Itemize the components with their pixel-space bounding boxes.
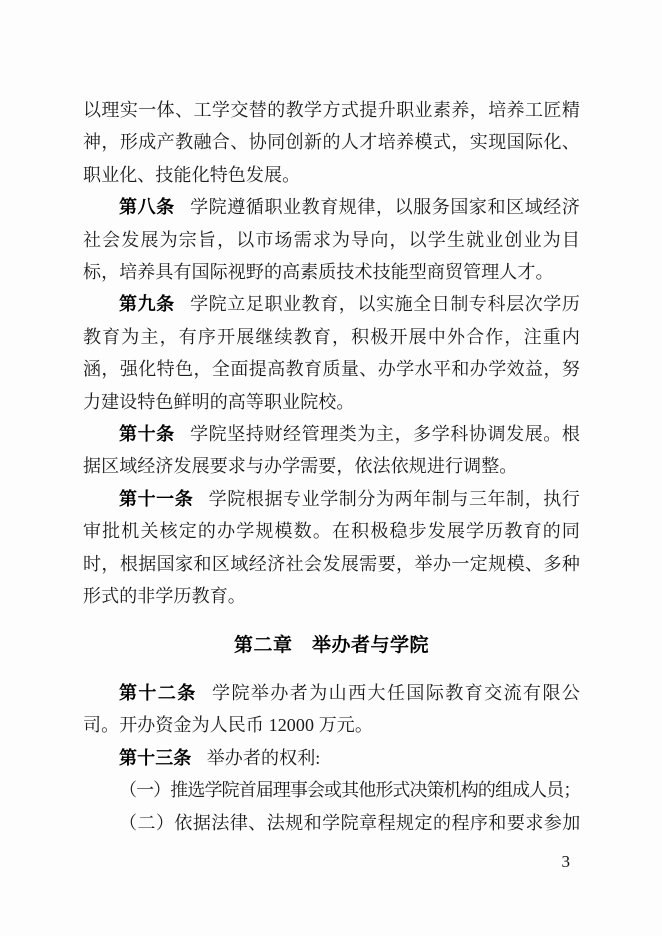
article-11-label: 第十一条 <box>119 488 194 509</box>
page-content <box>83 94 580 839</box>
article-10 <box>83 418 580 483</box>
list-item-1: （一）推选学院首届理事会或其他形式决策机构的组成人员； <box>119 780 580 801</box>
page-number: 3 <box>561 852 570 871</box>
article-9-label: 第九条 <box>119 294 175 315</box>
article-10-label: 第十条 <box>119 424 175 445</box>
chapter-heading: 第二章 举办者与学院 <box>233 634 429 656</box>
article-11 <box>83 483 580 613</box>
continuation-paragraph: 以理实一体、工学交替的教学方式提升职业素养，培养工匠精神，形成产教融合、协同创新的人才培养模式，实现国际化、职业化、技能化特色发展。 <box>83 100 580 185</box>
article-11-text: 学院根据专业学制分为两年制与三年制，执行审批机关核定的办学规模数。在积极稳步发展学历教育的同时，根据国家和区域经济社会发展需要，举办一定规模、多种形式的非学历教育。 <box>83 488 581 607</box>
article-9 <box>83 288 580 418</box>
article-9-text: 学院立足职业教育，以实施全日制专科层次学历教育为主，有序开展继续教育，积极开展中外合作，注重内涵，强化特色，全面提高教育质量、办学水平和办学效益，努力建设特色鲜明的高等职业院校。 <box>83 294 580 412</box>
article-8 <box>83 191 580 288</box>
article-12-text: 学院举办者为山西大任国际教育交流有限公司。开办资金为人民币 12000 万元。 <box>83 682 580 736</box>
article-13 <box>83 742 580 774</box>
article-8-label: 第八条 <box>119 197 175 218</box>
article-12-label: 第十二条 <box>119 682 197 703</box>
list-item-2: （二）依据法律、法规和学院章程规定的程序和要求参加 <box>119 812 580 833</box>
article-12 <box>83 677 580 742</box>
article-10-text: 学院坚持财经管理类为主，多学科协调发展。根据区域经济发展要求与办学需要，依法依规进行调整。 <box>83 424 580 477</box>
article-13-label: 第十三条 <box>119 747 192 768</box>
article-13-text: 举办者的权利: <box>206 747 321 768</box>
article-8-text: 学院遵循职业教育规律，以服务国家和区域经济社会发展为宗旨，以市场需求为导向，以学生就业创业为目标，培养具有国际视野的高素质技术技能型商贸管理人才。 <box>83 197 580 283</box>
